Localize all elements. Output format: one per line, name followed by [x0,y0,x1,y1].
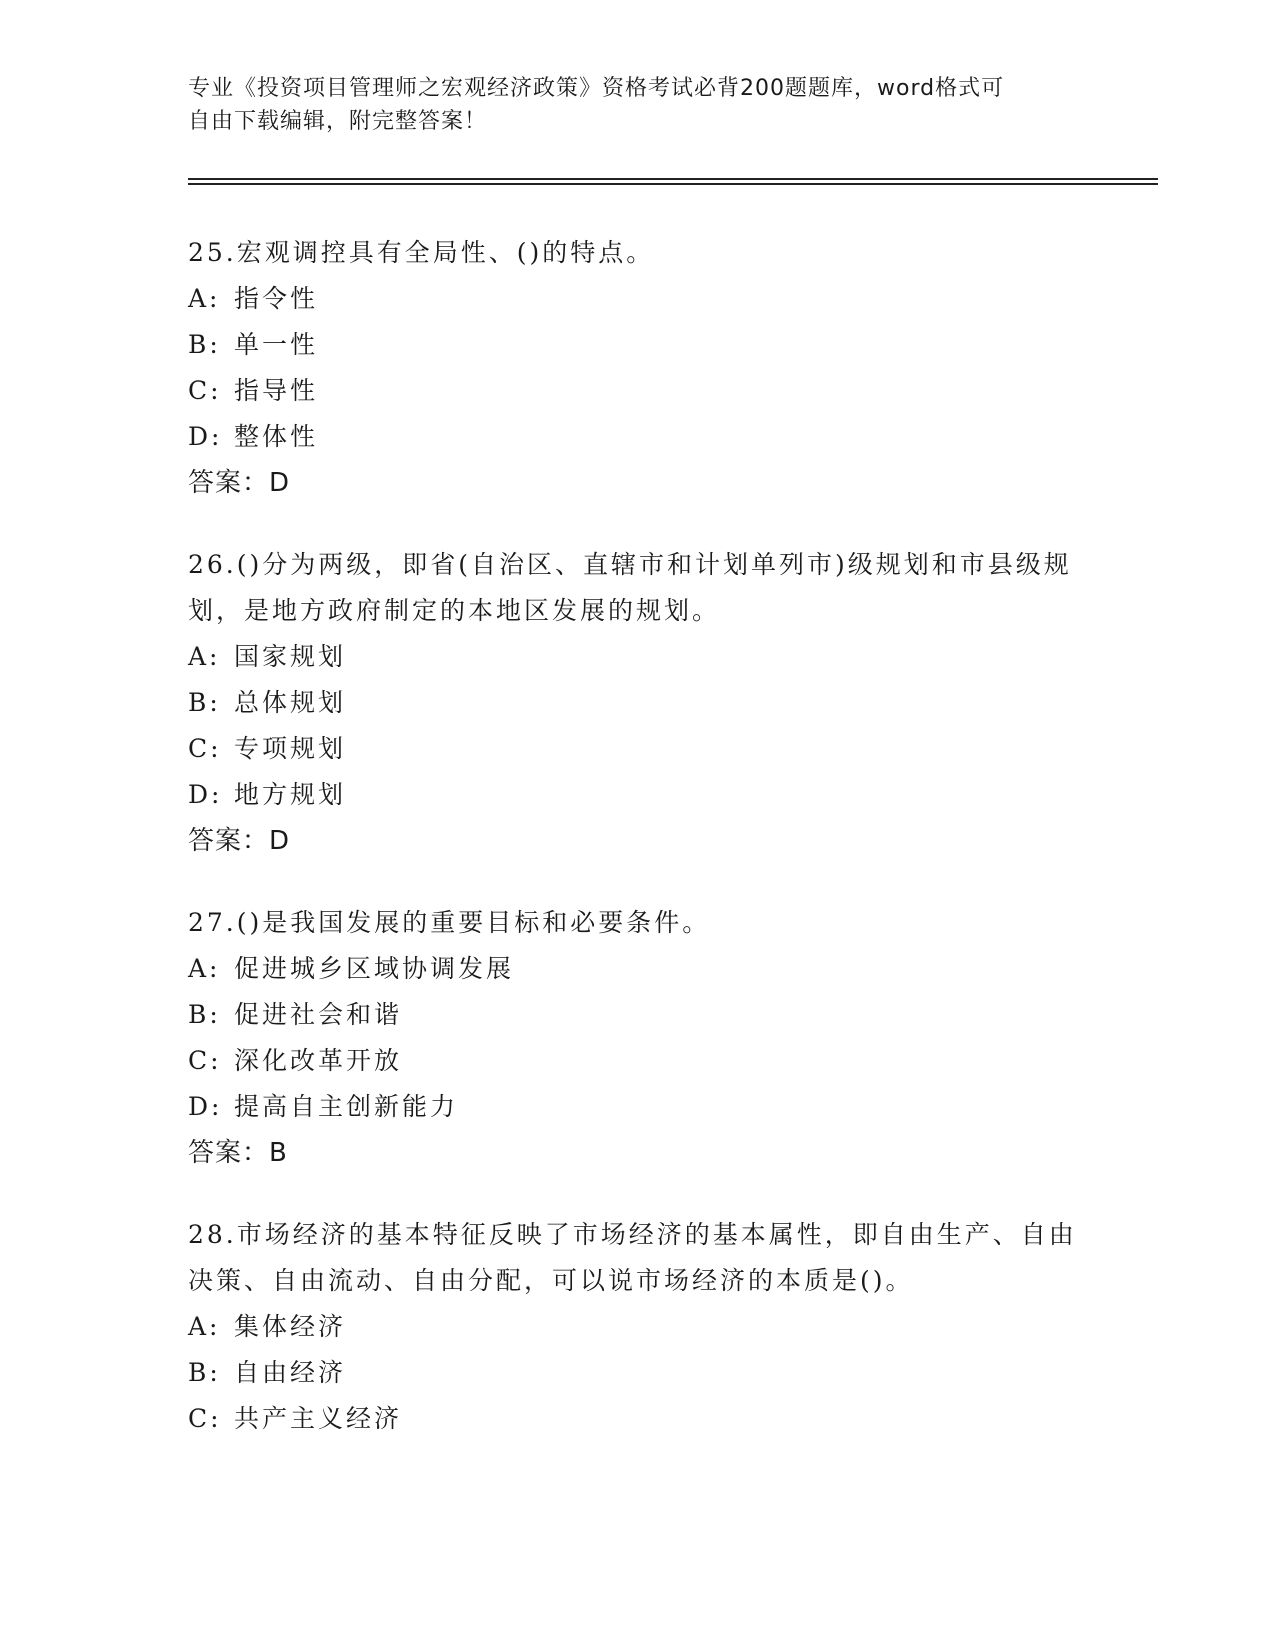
question-stem: 26.()分为两级，即省(自治区、直辖市和计划单列市)级规划和市县级规划，是地方政府制定的本地区发展的规划。 [188,550,1072,625]
option-letter: A: [188,284,221,313]
option-letter: C: [188,1404,222,1433]
option-b [188,992,1088,1038]
option-a [188,1304,1088,1350]
option-text: 促进社会和谐 [234,1000,403,1029]
option-letter: C: [188,376,222,405]
option-d [188,414,1088,460]
option-text: 专项规划 [234,734,347,763]
option-c [188,726,1088,772]
answer-line: 答案：D [188,468,291,498]
header-divider-top [188,178,1158,180]
option-text: 单一性 [234,330,319,359]
question-27 [188,900,1088,1176]
option-a [188,946,1088,992]
option-text: 整体性 [234,422,319,451]
option-letter: A: [188,642,221,671]
question-list [188,230,1088,1478]
option-letter: A: [188,954,221,983]
option-b [188,1350,1088,1396]
question-26 [188,542,1088,864]
question-25 [188,230,1088,506]
option-text: 指导性 [234,376,319,405]
question-stem: 28.市场经济的基本特征反映了市场经济的基本属性，即自由生产、自由决策、自由流动、自由分配，可以说市场经济的本质是()。 [188,1220,1077,1295]
option-text: 总体规划 [234,688,347,717]
option-a [188,276,1088,322]
option-text: 集体经济 [234,1312,347,1341]
option-text: 国家规划 [234,642,347,671]
header-line-1: 专业《投资项目管理师之宏观经济政策》资格考试必背200题题库，word格式可 [188,76,1005,101]
option-text: 指令性 [234,284,319,313]
option-letter: B: [188,688,221,717]
option-text: 提高自主创新能力 [234,1092,459,1121]
option-text: 地方规划 [234,780,347,809]
option-b [188,680,1088,726]
option-letter: C: [188,734,222,763]
option-a [188,634,1088,680]
document-header [188,72,1088,138]
option-letter: D: [188,422,223,451]
option-letter: D: [188,780,223,809]
option-letter: B: [188,330,221,359]
option-c [188,1038,1088,1084]
option-text: 自由经济 [234,1358,347,1387]
option-text: 深化改革开放 [234,1046,403,1075]
answer-line: 答案：D [188,826,291,856]
option-c [188,1396,1088,1442]
option-c [188,368,1088,414]
option-letter: D: [188,1092,223,1121]
header-line-2: 自由下载编辑，附完整答案！ [188,109,488,134]
header-divider-bottom [188,183,1158,185]
option-letter: B: [188,1358,221,1387]
option-text: 促进城乡区域协调发展 [234,954,515,983]
option-d [188,772,1088,818]
question-28 [188,1212,1088,1442]
question-stem: 27.()是我国发展的重要目标和必要条件。 [188,908,711,937]
option-letter: B: [188,1000,221,1029]
question-stem: 25.宏观调控具有全局性、()的特点。 [188,238,655,267]
answer-line: 答案：B [188,1138,288,1168]
option-b [188,322,1088,368]
option-letter: C: [188,1046,222,1075]
option-letter: A: [188,1312,221,1341]
option-d [188,1084,1088,1130]
option-text: 共产主义经济 [234,1404,403,1433]
